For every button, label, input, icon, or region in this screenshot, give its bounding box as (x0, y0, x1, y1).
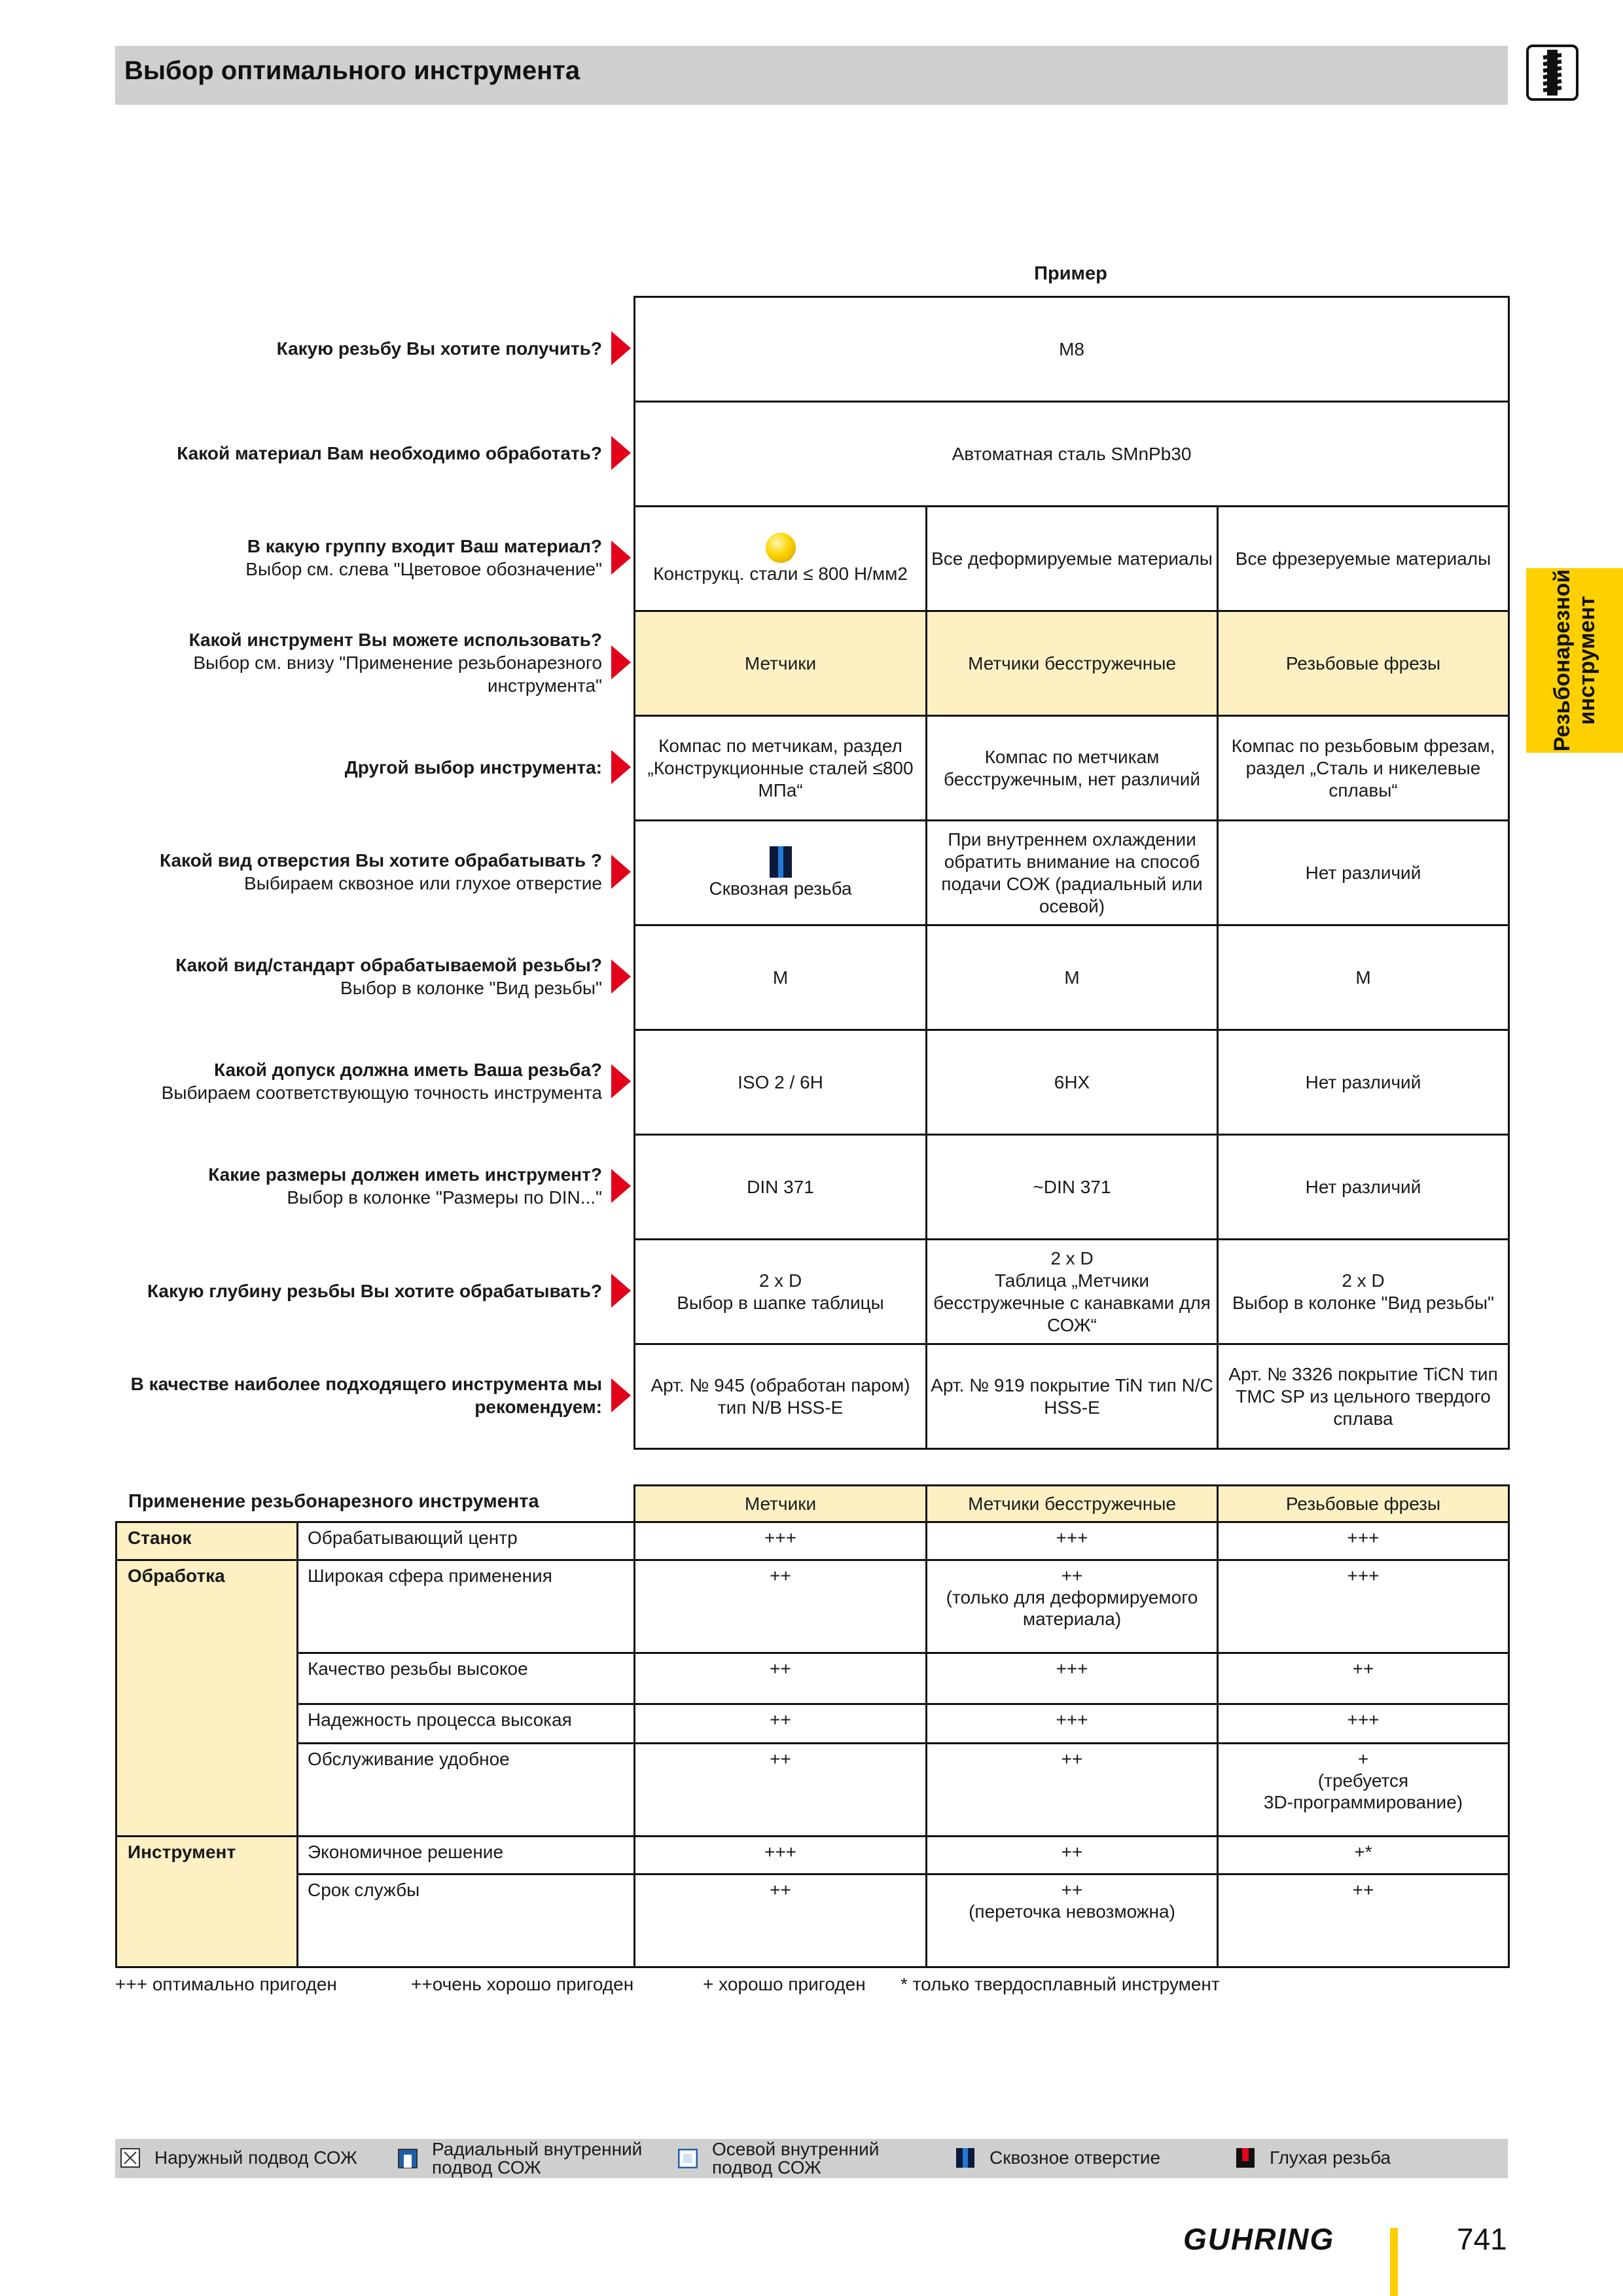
rating-cell: ++ (635, 1874, 927, 1967)
rating-cell: +++ (635, 1522, 927, 1560)
group-cell: Конструкц. стали ≤ 800 Н/мм2 (635, 507, 927, 611)
recommend-cell: Арт. № 3326 покрытие TiCN тип TMC SP из цельного твердого сплава (1218, 1344, 1509, 1449)
table-row (635, 1030, 1509, 1135)
rating-cell: ++ (1218, 1874, 1509, 1967)
page-title: Выбор оптимального инструмента (124, 56, 580, 85)
recommend-cell: Арт. № 919 покрытие TiN тип N/C HSS-E (927, 1344, 1218, 1449)
depth-cell: 2 x D Таблица „Метчики бесстружечные с канавками для СОЖ“ (927, 1240, 1218, 1344)
table-row (635, 297, 1509, 402)
question-hole: Какой вид отверстия Вы хотите обрабатывать ? Выбираем сквозное или глухое отверстие (160, 850, 602, 893)
rating-cell: + (требуется 3D-программирование) (1218, 1744, 1509, 1837)
criterion-cell: Срок службы (298, 1874, 635, 1967)
table-row (635, 611, 1509, 716)
material-cell: Автоматная сталь SMnPb30 (635, 402, 1509, 507)
external-coolant-icon (120, 2148, 140, 2168)
section-tab-label: Резьбонарезной инструмент (1550, 569, 1599, 752)
table-row (635, 1135, 1509, 1240)
application-title: Применение резьбонарезного инструмента (128, 1491, 539, 1512)
arrow-icon (611, 436, 631, 470)
legend-external-coolant: Наружный подвод СОЖ (120, 2148, 357, 2168)
group-processing: Обработка (116, 1560, 298, 1837)
table-row (116, 1653, 1509, 1704)
group-cell: Все деформируемые материалы (927, 507, 1218, 611)
arrow-icon (611, 855, 631, 889)
legend-item: ++очень хорошо пригоден (411, 1974, 634, 1994)
radial-coolant-icon (398, 2149, 418, 2168)
legend-item: +++ оптимально пригоден (115, 1974, 337, 1994)
brand-logo: GUHRING (1183, 2222, 1335, 2256)
thread-cell: M8 (635, 297, 1509, 402)
table-row (116, 1744, 1509, 1837)
recommend-cell: Арт. № 945 (обработан паром) тип N/B HSS-E (635, 1344, 927, 1449)
table-row (116, 1874, 1509, 1967)
other-choice-cell: Компас по метчикам бесстружечным, нет различий (927, 716, 1218, 821)
table-row (635, 507, 1509, 611)
legend-blind-hole: Глухая резьба (1236, 2148, 1391, 2168)
axial-coolant-icon (678, 2149, 698, 2168)
legend-item: + хорошо пригоден (703, 1974, 866, 1994)
question-recommend: В качестве наиболее подходящего инструмента мы рекомендуем: (130, 1374, 602, 1417)
selection-table (633, 296, 1510, 1450)
legend-radial-coolant: Радиальный внутренний подвод СОЖ (398, 2140, 668, 2177)
question-standard: Какой вид/стандарт обрабатываемой резьбы? Выбор в колонке "Вид резьбы" (175, 955, 602, 998)
legend-through-hole: Сквозное отверстие (955, 2148, 1160, 2168)
group-cell: Все фрезеруемые материалы (1218, 507, 1509, 611)
column-header: Резьбовые фрезы (1218, 1486, 1509, 1522)
blind-hole-icon (1236, 2148, 1255, 2168)
criterion-cell: Экономичное решение (298, 1837, 635, 1874)
size-cell: DIN 371 (635, 1135, 927, 1240)
tap-tool-icon (1525, 43, 1580, 102)
page-number: 741 (1457, 2222, 1507, 2256)
example-column-label: Пример (1034, 263, 1107, 284)
arrow-icon (611, 750, 631, 784)
group-tool: Инструмент (116, 1837, 298, 1967)
tool-cell: Резьбовые фрезы (1218, 611, 1509, 716)
rating-cell: ++ (927, 1837, 1218, 1874)
size-cell: ~DIN 371 (927, 1135, 1218, 1240)
hole-cell: При внутреннем охлаждении обратить внимание на способ подачи СОЖ (радиальный или осевой) (927, 821, 1218, 925)
column-header: Метчики бесстружечные (927, 1486, 1218, 1522)
standard-cell: M (635, 925, 927, 1030)
tool-cell: Метчики бесстружечные (927, 611, 1218, 716)
question-depth: Какую глубину резьбы Вы хотите обрабатывать? (147, 1280, 602, 1301)
arrow-icon (611, 1378, 631, 1412)
criterion-cell: Широкая сфера применения (298, 1560, 635, 1653)
table-row (116, 1837, 1509, 1874)
arrow-icon (611, 1064, 631, 1098)
rating-cell: ++ (только для деформируемого материала) (927, 1560, 1218, 1653)
through-hole-icon (955, 2148, 975, 2168)
legend-axial-coolant: Осевой внутренний подвод СОЖ (678, 2140, 921, 2177)
rating-cell: ++ (635, 1560, 927, 1653)
question-material: Какой материал Вам необходимо обработать? (177, 442, 602, 463)
depth-cell: 2 x D Выбор в шапке таблицы (635, 1240, 927, 1344)
standard-cell: M (927, 925, 1218, 1030)
rating-cell: ++ (переточка невозможна) (927, 1874, 1218, 1967)
tool-cell: Метчики (635, 611, 927, 716)
question-tolerance: Какой допуск должна иметь Ваша резьба? Выбираем соответствующую точность инструмента (161, 1060, 602, 1103)
table-row (635, 1344, 1509, 1449)
table-row (635, 402, 1509, 507)
question-size: Какие размеры должен иметь инструмент? Выбор в колонке "Размеры по DIN..." (208, 1164, 602, 1208)
standard-cell: M (1218, 925, 1509, 1030)
rating-cell: +++ (927, 1653, 1218, 1704)
rating-cell: ++ (635, 1653, 927, 1704)
rating-cell: +++ (1218, 1522, 1509, 1560)
rating-cell: +++ (1218, 1704, 1509, 1744)
criterion-cell: Обрабатывающий центр (298, 1522, 635, 1560)
criterion-cell: Обслуживание удобное (298, 1744, 635, 1837)
rating-cell: ++ (1218, 1653, 1509, 1704)
size-cell: Нет различий (1218, 1135, 1509, 1240)
other-choice-cell: Компас по резьбовым фрезам, раздел „Сталь и никелевые сплавы“ (1218, 716, 1509, 821)
question-thread: Какую резьбу Вы хотите получить? (276, 338, 602, 359)
criterion-cell: Надежность процесса высокая (298, 1704, 635, 1744)
tolerance-cell: ISO 2 / 6H (635, 1030, 927, 1135)
arrow-icon (611, 541, 631, 575)
table-row (635, 821, 1509, 925)
column-header: Метчики (635, 1486, 927, 1522)
question-tool: Какой инструмент Вы можете использовать? Выбор см. внизу "Применение резьбонарезного инструмента" (188, 629, 602, 696)
criterion-cell: Качество резьбы высокое (298, 1653, 635, 1704)
table-row (635, 1240, 1509, 1344)
application-header (633, 1484, 1510, 1523)
arrow-icon (611, 331, 631, 365)
arrow-icon (611, 960, 631, 994)
group-machine: Станок (116, 1522, 298, 1560)
rating-cell: +++ (927, 1522, 1218, 1560)
arrow-icon (611, 645, 631, 679)
rating-cell: +* (1218, 1837, 1509, 1874)
arrow-icon (611, 1274, 631, 1308)
question-other: Другой выбор инструмента: (344, 757, 602, 778)
rating-cell: +++ (1218, 1560, 1509, 1653)
through-hole-icon (770, 846, 792, 878)
depth-cell: 2 x D Выбор в колонке "Вид резьбы" (1218, 1240, 1509, 1344)
question-group: В какую группу входит Ваш материал? Выбор см. слева "Цветовое обозначение" (245, 536, 602, 579)
rating-cell: ++ (927, 1744, 1218, 1837)
tolerance-cell: 6HX (927, 1030, 1218, 1135)
table-row (116, 1522, 1509, 1560)
rating-cell: ++ (635, 1704, 927, 1744)
legend-item: * только твердосплавный инструмент (901, 1974, 1220, 1994)
hole-cell: Сквозная резьба (635, 821, 927, 925)
yellow-material-group-icon (766, 533, 796, 563)
rating-cell: +++ (927, 1704, 1218, 1744)
table-row (116, 1704, 1509, 1744)
rating-cell: +++ (635, 1837, 927, 1874)
table-row (116, 1560, 1509, 1653)
rating-cell: ++ (635, 1744, 927, 1837)
brand-accent-line (1390, 2228, 1398, 2296)
hole-cell: Нет различий (1218, 821, 1509, 925)
table-row (635, 716, 1509, 821)
table-row (635, 925, 1509, 1030)
other-choice-cell: Компас по метчикам, раздел „Конструкционные сталей ≤800 МПа“ (635, 716, 927, 821)
tolerance-cell: Нет различий (1218, 1030, 1509, 1135)
arrow-icon (611, 1169, 631, 1203)
application-table (115, 1521, 1510, 1968)
